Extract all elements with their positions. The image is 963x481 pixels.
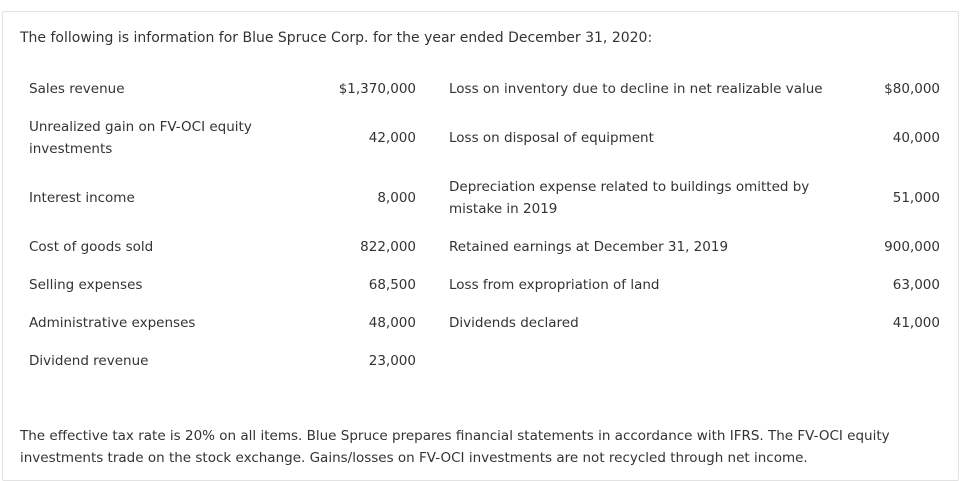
item-label-dividends-declared: Dividends declared (449, 315, 579, 331)
item-label-interest-income: Interest income (29, 190, 135, 206)
tax-note: The effective tax rate is 20% on all items. Blue Spruce prepares financial statements in accordance with IFRS. The FV-OCI equity investments trade on the stock exchange. Gains/losses on FV-OCI investments are not recycled through net income. (20, 428, 890, 466)
item-value-retained-earnings: 900,000 (884, 239, 940, 255)
item-value-cost-of-goods-sold: 822,000 (360, 239, 416, 255)
item-label-administrative-expenses: Administrative expenses (29, 315, 196, 331)
intro-text: The following is information for Blue Spruce Corp. for the year ended December 31, 2020: (20, 30, 653, 46)
item-value-loss-expropriation: 63,000 (892, 277, 940, 293)
item-value-interest-income: 8,000 (377, 190, 416, 206)
item-label-dividend-revenue: Dividend revenue (29, 353, 149, 369)
item-value-loss-on-disposal: 40,000 (892, 130, 940, 146)
item-label-cost-of-goods-sold: Cost of goods sold (29, 239, 154, 255)
item-value-dividends-declared: 41,000 (892, 315, 940, 331)
item-label-selling-expenses: Selling expenses (29, 277, 143, 293)
item-label-unrealized-gain: Unrealized gain on FV-OCI equity investments (29, 119, 252, 157)
item-value-unrealized-gain: 42,000 (368, 130, 416, 146)
item-value-administrative-expenses: 48,000 (368, 315, 416, 331)
item-label-loss-expropriation: Loss from expropriation of land (449, 277, 660, 293)
item-value-loss-on-inventory: $80,000 (884, 81, 940, 97)
item-label-loss-on-inventory: Loss on inventory due to decline in net realizable value (449, 81, 823, 97)
item-value-sales-revenue: $1,370,000 (338, 81, 416, 97)
item-value-depreciation-expense: 51,000 (892, 190, 940, 206)
item-value-dividend-revenue: 23,000 (368, 353, 416, 369)
item-label-retained-earnings: Retained earnings at December 31, 2019 (449, 239, 729, 255)
item-label-loss-on-disposal: Loss on disposal of equipment (449, 130, 654, 146)
item-label-sales-revenue: Sales revenue (29, 81, 125, 97)
item-value-selling-expenses: 68,500 (368, 277, 416, 293)
item-label-depreciation-expense: Depreciation expense related to buildings omitted by mistake in 2019 (449, 179, 810, 217)
